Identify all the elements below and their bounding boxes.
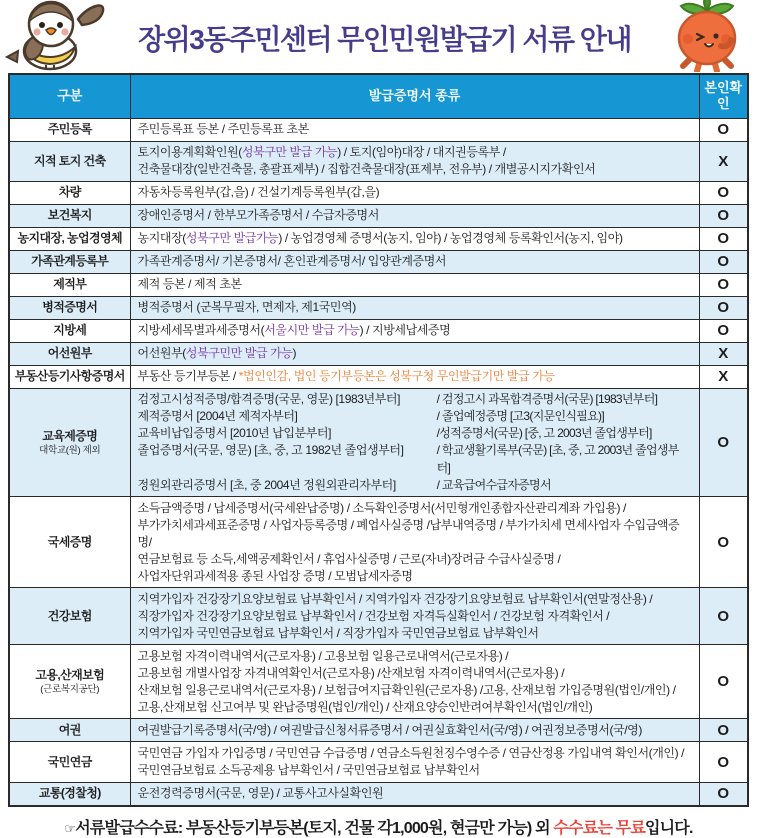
category-cell: 고용,산재보험 (근로복지공단)	[9, 645, 130, 719]
documents-cell	[130, 782, 699, 806]
document-text: 운전경력증명서(국문, 영문) / 교통사고사실확인원	[137, 786, 384, 801]
document-text: 병적증명서 (군복무필자, 면제자, 제1국민역)	[137, 300, 356, 315]
category-cell: 농지대장, 농업경영체	[9, 227, 130, 250]
documents-cell	[130, 296, 699, 319]
table-row	[9, 742, 748, 782]
document-text: / 학교생활기록부(국문) [초, 중, 고 2003년 졸업생부터]	[436, 443, 679, 475]
table-header-row	[9, 74, 748, 118]
fee-notice	[0, 815, 757, 838]
document-text: 사업자단위과세적용 종된 사업장 증명 / 모범납세자증명	[137, 568, 413, 583]
document-text: 가족관계증명서/ 기본증명서/ 혼인관계증명서/ 입양관계증명서	[137, 254, 447, 269]
self-verification-cell: O	[699, 296, 748, 319]
category-cell: 지적 토지 건축	[9, 141, 130, 181]
document-text: 직장가입자 건강장기요양보험료 납부확인서 / 건강보험 자격득실확인서 / 건강보험 자격확인서 /	[137, 608, 610, 623]
document-text: 여권발급기록증명서(국/영) / 여권발급신청서류증명서 / 여권실효확인서(국/영) / 여권정보증명서(국/영)	[137, 722, 642, 737]
documents-cell	[130, 141, 699, 181]
documents-cell	[130, 497, 699, 588]
document-text: /성적증명서(국문) [중, 고 2003년 졸업생부터]	[436, 426, 652, 441]
document-text: / 졸업예정증명 [고3(지문인식필요)]	[436, 409, 604, 424]
document-text: 정원외관리증명서 [초, 중 2004년 정원외관리자부터]	[137, 477, 396, 492]
category-cell: 교육제증명 대학교(원) 제외	[9, 388, 130, 496]
persimmon-mascot-icon	[661, 0, 753, 77]
fee-notice-suffix: 입니다.	[644, 819, 693, 837]
documents-cell	[130, 319, 699, 342]
bird-mascot-icon	[4, 0, 108, 76]
document-text: 자동차등록원부(갑,을) / 건설기계등록원부(갑,을)	[137, 185, 380, 200]
documents-cell	[130, 742, 699, 782]
category-cell: 병적증명서	[9, 296, 130, 319]
fee-notice-highlight: 수수료는 무료	[553, 819, 645, 837]
document-text: 지역가입자 건강장기요양보험료 납부확인서 / 지역가입자 건강장기요양보험료 납부확인서(연말정산용) /	[137, 591, 653, 606]
document-text: )	[292, 346, 297, 361]
category-cell: 지방세	[9, 319, 130, 342]
table-row	[9, 204, 748, 227]
document-text: 성북구만 발급가능	[185, 231, 279, 246]
category-cell: 교통(경찰청)	[9, 782, 130, 806]
document-text: 지방세세목별과세증명서(	[137, 323, 265, 338]
self-verification-cell: X	[699, 342, 748, 365]
self-verification-cell: O	[699, 204, 748, 227]
table-row	[9, 782, 748, 806]
self-verification-cell: O	[699, 719, 748, 742]
table-row	[9, 141, 748, 181]
document-text: 건축물대장(일반건축물, 총괄표제부) / 집합건축물대장(표제부, 전유부) / 개별공시지가확인서	[137, 162, 596, 177]
document-text: 주민등록표 등본 / 주민등록표 초본	[137, 122, 309, 136]
self-verification-cell: O	[699, 227, 748, 250]
category-cell: 주민등록	[9, 118, 130, 141]
document-text: 국민연금 가입자 가입증명 / 국민연금 수급증명 / 연금소득원천징수영수증 / 연금산정용 가입내역 확인서(개인) /	[137, 745, 685, 760]
table-row	[9, 342, 748, 365]
document-text: ) / 농업경영체 증명서(농지, 임야) / 농업경영체 등록확인서(농지, 임야)	[278, 231, 623, 246]
documents-cell	[130, 588, 699, 645]
category-cell: 차량	[9, 181, 130, 204]
table-row	[9, 365, 748, 388]
table-row	[9, 181, 748, 204]
pointing-hand-icon: ☞	[64, 820, 76, 836]
self-verification-cell: O	[699, 250, 748, 273]
document-text: 부가가치세과세표준증명 / 사업자등록증명 / 폐업사실증명 /납부내역증명 / 부가가치세 면세사업자 수입금액증명/	[137, 517, 680, 549]
document-text: 교육비납입증명서 [2010년 납입분부터]	[137, 426, 332, 441]
documents-cell	[130, 181, 699, 204]
category-cell: 부동산등기사항증명서	[9, 365, 130, 388]
document-text: / 교육급여수급자증명서	[436, 477, 551, 492]
category-cell: 가족관계등록부	[9, 250, 130, 273]
document-text: *법인인감, 법인 등기부등본은 성북구청 무인발급기만 발급 가능	[238, 369, 555, 384]
document-text: ) / 지방세납세증명	[359, 323, 451, 338]
document-text: 연금보험료 등 소득,세액공제확인서 / 휴업사실증명 / 근로(자녀)장려금 수급사실증명 /	[137, 551, 561, 566]
page-title: 장위3동주민센터 무인민원발급기 서류 안내	[138, 23, 631, 55]
documents-cell	[130, 273, 699, 296]
table-row	[9, 118, 748, 141]
category-cell: 국민연금	[9, 742, 130, 782]
self-verification-cell: O	[699, 497, 748, 588]
category-cell: 국세증명	[9, 497, 130, 588]
category-cell: 여권	[9, 719, 130, 742]
documents-cell	[130, 250, 699, 273]
header-self-verification: 본인확인	[699, 74, 748, 118]
document-text: 성북구만 발급 가능	[241, 145, 338, 160]
document-text: 국민연금보험료 소득공제용 납부확인서 / 국민연금보험료 납부확인서	[137, 763, 480, 777]
self-verification-cell: X	[699, 141, 748, 181]
self-verification-cell: O	[699, 118, 748, 141]
document-text: 고용,산재보험 신고여부 및 완납증명원(법인/개인) / 산재요양승인반려여부확인서(법인/개인)	[137, 699, 593, 714]
category-cell: 어선원부	[9, 342, 130, 365]
category-cell: 제적부	[9, 273, 130, 296]
document-text: 제적증명서 [2004년 제적자부터]	[137, 409, 298, 424]
table-row	[9, 227, 748, 250]
table-row	[9, 497, 748, 588]
table-row	[9, 388, 748, 496]
table-row	[9, 319, 748, 342]
documents-cell	[130, 227, 699, 250]
documents-cell	[130, 719, 699, 742]
documents-cell	[130, 365, 699, 388]
header-document-types: 발급증명서 종류	[130, 74, 699, 118]
self-verification-cell: O	[699, 319, 748, 342]
documents-cell	[130, 645, 699, 719]
self-verification-cell: X	[699, 365, 748, 388]
document-text: 제적 등본 / 제적 초본	[137, 277, 242, 292]
document-text: 고용보험 자격이력내역서(근로자용) / 고용보험 일용근로내역서(근로자용) /	[137, 648, 509, 663]
document-text: 소득금액증명 / 납세증명서(국세완납증명) / 소득확인증명서(서민형개인종합자산관리계좌 가입용) /	[137, 500, 626, 515]
self-verification-cell: O	[699, 273, 748, 296]
document-text: 장애인증명서 / 한부모가족증명서 / 수급자증명서	[137, 208, 379, 223]
document-text: 농지대장(	[137, 231, 186, 246]
self-verification-cell: O	[699, 782, 748, 806]
table-row	[9, 588, 748, 645]
documents-cell	[130, 204, 699, 227]
document-text: 서울시만 발급 가능	[264, 323, 360, 338]
self-verification-cell: O	[699, 181, 748, 204]
document-text: 성북구민만 발급 가능	[185, 346, 293, 361]
document-text: / 검정고시 과목합격증명서(국문) [1983년부터]	[436, 392, 658, 407]
self-verification-cell: O	[699, 388, 748, 496]
header-category: 구분	[9, 74, 130, 118]
category-cell: 건강보험	[9, 588, 130, 645]
documents-cell	[130, 388, 699, 496]
document-text: 지역가입자 국민연금보험료 납부확인서 / 직장가입자 국민연금보험료 납부확인서	[137, 625, 539, 640]
table-row	[9, 296, 748, 319]
document-table-body	[9, 118, 748, 806]
document-text: 부동산 등기부등본 /	[137, 369, 239, 384]
table-row	[9, 719, 748, 742]
document-text: 고용보험 개별사업장 자격내역확인서(근로자용) /산재보험 자격이력내역서(근로자용) /	[137, 665, 565, 680]
table-row	[9, 273, 748, 296]
self-verification-cell: O	[699, 645, 748, 719]
document-text: 산재보험 일용근로내역서(근로자용) / 보험급여지급확인원(근로자용) /고용, 산재보험 가입증명원(법인/개인) /	[137, 682, 676, 697]
document-text: 검정고시성적증명/합격증명(국문, 영문) [1983년부터]	[137, 392, 401, 407]
fee-notice-text: 서류발급수수료: 부동산등기부등본(토지, 건물 각1,000원, 현금만 가능) 외	[75, 819, 554, 837]
category-cell: 보건복지	[9, 204, 130, 227]
self-verification-cell: O	[699, 588, 748, 645]
document-text: 어선원부(	[137, 346, 186, 361]
page-header	[0, 0, 757, 73]
documents-cell	[130, 118, 699, 141]
table-row	[9, 645, 748, 719]
table-row	[9, 250, 748, 273]
document-text: ) / 토지(임야)대장 / 대지권등록부 /	[337, 145, 506, 160]
self-verification-cell: O	[699, 742, 748, 782]
document-text: 토지이용계획확인원(	[137, 145, 242, 160]
document-text: 졸업증명서(국문, 영문) [초, 중, 고 1982년 졸업생부터]	[137, 443, 404, 458]
document-table	[8, 73, 749, 807]
documents-cell	[130, 342, 699, 365]
